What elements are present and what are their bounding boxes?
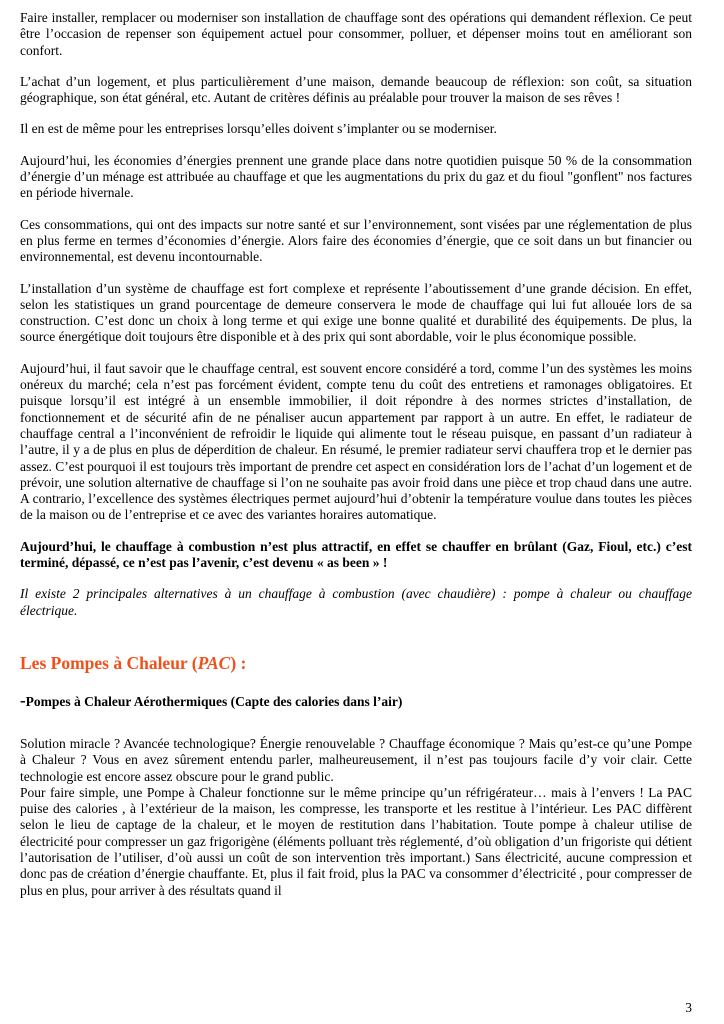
paragraph-alternatives-italic: Il existe 2 principales alternatives à un chauffage à combustion (avec chaudière) : pompe à chaleur ou chauffage électrique. [20,586,692,618]
subsection-text: Pompes à Chaleur Aérothermiques (Capte des calories dans l’air) [25,693,403,709]
document-page [20,10,692,899]
section-title [20,653,692,673]
paragraph-consommations: Ces consommations, qui ont des impacts sur notre santé et sur l’environnement, sont visées par une réglementation de plus en plus ferme en termes d’économies d’énergie. Alors faire des économies d’énergie, que ce soit dans un but financier ou environnemental, est devenu incontournable. [20,216,692,265]
paragraph-combustion-bold: Aujourd’hui, le chauffage à combustion n’est plus attractif, en effet se chauffer en brûlant (Gaz, Fioul, etc.) c’est terminé, dépassé, ce n’est pas l’avenir, c’est devenu « as been » ! [20,538,692,571]
section-title-part1: Les Pompes à Chaleur ( [20,652,198,673]
paragraph-chauffage-central: Aujourd’hui, il faut savoir que le chauffage central, est souvent encore considéré a tord, comme l’un des systèmes les moins onéreux du marché; cela n’est pas forcément évident, compte tenu du coût des entretiens et ramonages obligatoires. Et puisque lorsqu’il est intégré à un ensemble immobilier, il doit répondre à des normes strictes d’installation, de fonctionnement et de sécurité afin de ne pénaliser aucun appartement par rapport à un autre. En effet, le radiateur de chauffage central a l’inconvénient de refroidir le liquide qui alimente tout le réseau puisque, en passant d’un radiateur à l’autre, il y a de plus en plus de déperdition de chaleur. En résumé, le premier radiateur servi chauffera trop et le dernier pas assez. C’est pourquoi il est toujours très important de prendre cet aspect en considération lors de l’achat d’un logement et de prévoir, une solution alternative de chauffage si l’on ne souhaite pas avoir froid dans une pièce et trop chaud dans une autre. A contrario, l’excellence des systèmes électriques permet aujourd’hui d’obtenir la température voulue dans toutes les pièces de la maison ou de l’entreprise et ce avec des variantes horaires automatique. [20,360,692,523]
page-number: 3 [685,1000,692,1015]
paragraph-installation: L’installation d’un système de chauffage est fort complexe et représente l’aboutissement d’une grande décision. En effet, selon les statistiques un grand pourcentage de demeure conservera le mode de chauffage qui lui fut allouée lors de sa construction. C’est donc un choix à long terme et qui exige une bonne qualité et durabilité des équipements. De plus, la source énergétique doit toujours être disponible et à des prix qui sont abordable, voir le plus économique possible. [20,280,692,345]
paragraph-logement: L’achat d’un logement, et plus particulièrement d’une maison, demande beaucoup de réflexion: son coût, sa situation géographique, son état général, etc. Autant de critères définis au préalable pour trouver la maison de ses rêves ! [20,73,692,106]
subsection-title [20,690,692,710]
paragraph-intro: Faire installer, remplacer ou moderniser son installation de chauffage sont des opérations qui demandent réflexion. Ce peut être l’occasion de repenser son équipement actuel pour consommer, polluer, et dépenser moins tout en améliorant son confort. [20,10,692,58]
section-title-abbr: PAC [197,652,231,673]
subsection-dash: - [20,690,26,710]
paragraph-pac-questions: Solution miracle ? Avancée technologique? Énergie renouvelable ? Chauffage économique ? Mais qu’est-ce qu’une Pompe à Chaleur ? Vous en avez sûrement entendu parler, malheureusement, il n’est pas toujours facile d’y voir clair. Cette technologie est encore assez obscure pour le grand public. [20,735,692,784]
section-title-part2: ) : [230,652,247,673]
paragraph-entreprises: Il en est de même pour les entreprises lorsqu’elles doivent s’implanter ou se moderniser. [20,121,497,137]
paragraph-economies: Aujourd’hui, les économies d’énergies prennent une grande place dans notre quotidien puisque 50 % de la consommation d’énergie d’un ménage est attribuée au chauffage et que les augmentations du prix du gaz et du fioul "gonflent" nos factures en période hivernale. [20,152,692,201]
paragraph-pac-explication: Pour faire simple, une Pompe à Chaleur fonctionne sur le même principe qu’un réfrigérateur… mais à l’envers ! La PAC puise des calories , à l’extérieur de la maison, les compresse, les transporte et les restitue à l’intérieur. Les PAC diffèrent selon le lieu de captage de la chaleur, et le moyen de restitution dans l’habitation. Toute pompe à chaleur utilise de électricité pour compresser un gaz frigorigène (éléments polluant très réglementé, d’où obligation d’un frigoriste qui détient l’autorisation de l’utiliser, d’où aussi un coût de son intervention très important.) Sans électricité, aucune compression et donc pas de création d’énergie chauffante. Et, plus il fait froid, plus la PAC va consommer d’électricité , pour compresser de plus en plus, pour arriver à des résultats quand il [20,784,692,898]
